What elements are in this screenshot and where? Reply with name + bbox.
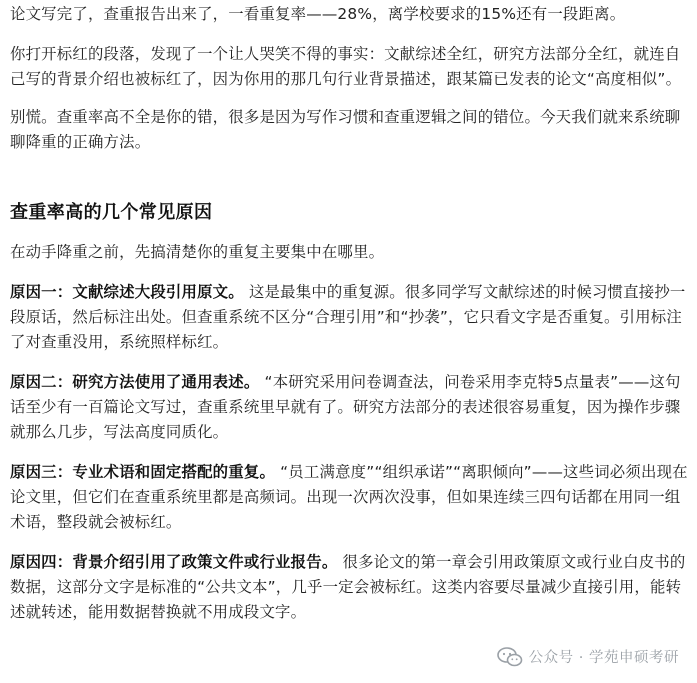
watermark	[493, 644, 683, 669]
paragraph-opening: 论文写完了，查重报告出来了，一看重复率——28%，离学校要求的15%还有一段距离。	[10, 5, 626, 23]
wechat-icon	[497, 647, 523, 667]
reason-1-body: 这是最集中的重复源。很多同学写文献综述的时候习惯直接抄一段原话，然后标注出处。但查重系统不区分“合理引用”和“抄袭”，它只看文字是否重复。引用标注了对查重没用，系统照样标红。	[10, 283, 686, 351]
reason-2	[10, 370, 690, 445]
reason-1-title: 原因一：文献综述大段引用原文。	[10, 283, 244, 301]
reason-3	[10, 460, 690, 535]
reason-3-body: “员工满意度”“组织承诺”“离职倾向”——这些词必须出现在论文里，但它们在查重系统里都是高频词。出现一次两次没事，但如果连续三四句话都在用同一组术语，整段就会被标红。	[10, 463, 688, 531]
reason-4	[10, 550, 690, 625]
paragraph-reassurance: 别慌。查重率高不全是你的错，很多是因为写作习惯和查重逻辑之间的错位。今天我们就来系统聊聊降重的正确方法。	[10, 108, 681, 151]
reason-3-title: 原因三：专业术语和固定搭配的重复。	[10, 463, 276, 481]
reason-1	[10, 280, 690, 355]
reason-2-body: “本研究采用问卷调查法，问卷采用李克特5点量表”——这句话至少有一百篇论文写过，查重系统里早就有了。研究方法部分的表述很容易重复，因为操作步骤就那么几步，写法高度同质化。	[10, 373, 681, 441]
section-intro: 在动手降重之前，先搞清楚你的重复主要集中在哪里。	[10, 243, 385, 261]
article	[10, 0, 690, 625]
reason-4-title: 原因四：背景介绍引用了政策文件或行业报告。	[10, 553, 338, 571]
watermark-text: 公众号 · 学苑申硕考研	[528, 650, 679, 666]
paragraph-discovery: 你打开标红的段落，发现了一个让人哭笑不得的事实：文献综述全红，研究方法部分全红，就连自己写的背景介绍也被标红了，因为你用的那几句行业背景描述，跟某篇已发表的论文“高度相似”。	[10, 45, 682, 88]
section-heading: 查重率高的几个常见原因	[10, 202, 213, 223]
reason-2-title: 原因二：研究方法使用了通用表述。	[10, 373, 260, 391]
reason-4-body: 很多论文的第一章会引用政策原文或行业白皮书的数据，这部分文字是标准的“公共文本”，几乎一定会被标红。这类内容要尽量减少直接引用，能转述就转述，能用数据替换就不用成段文字。	[10, 553, 686, 621]
